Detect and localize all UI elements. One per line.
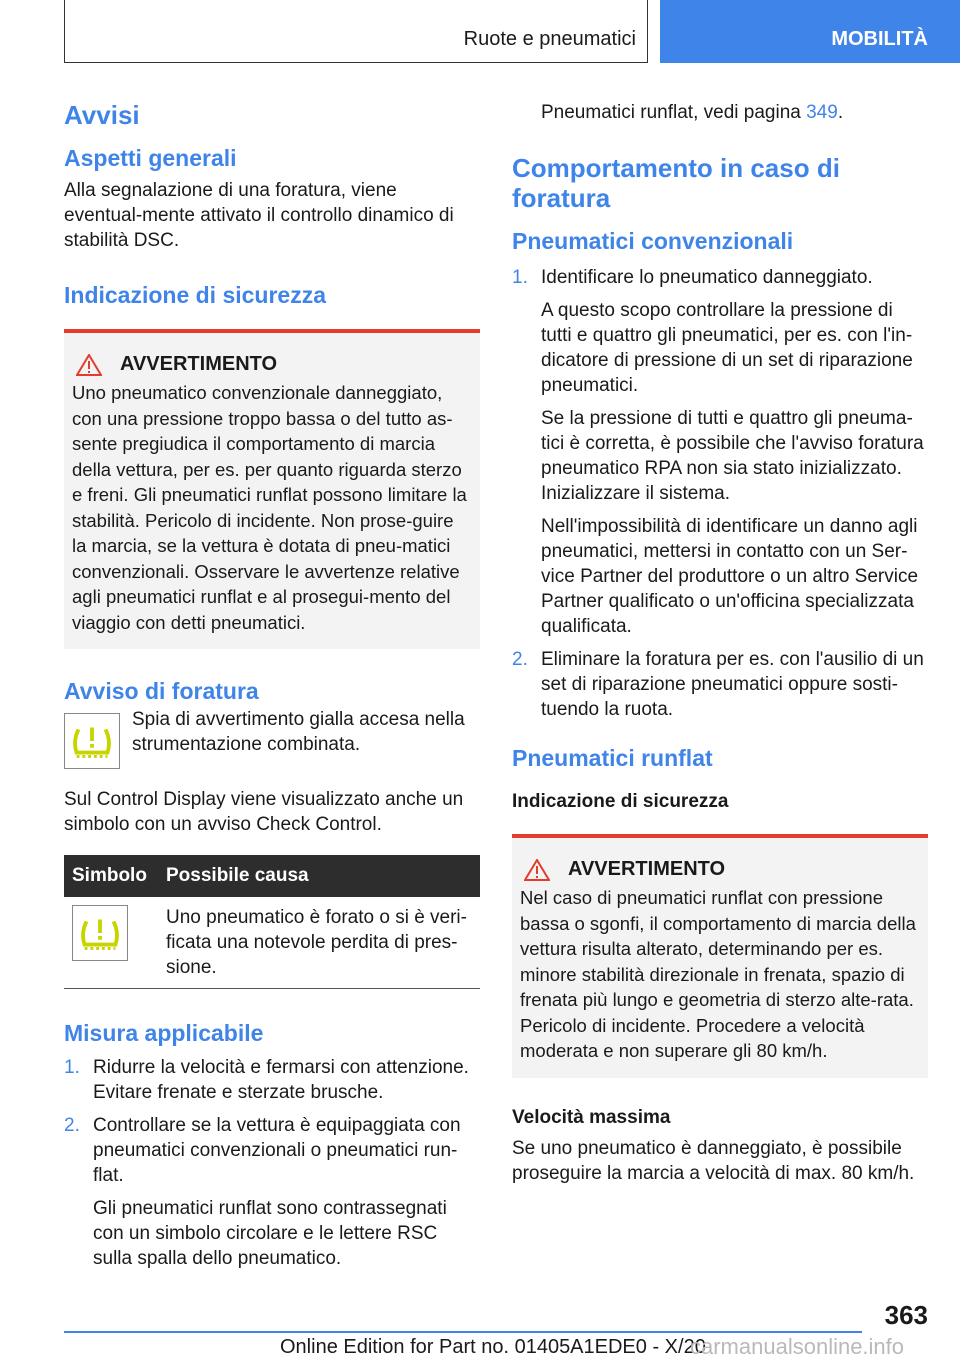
table-cell-symbol xyxy=(64,897,158,989)
tyre-pressure-warning-icon xyxy=(64,713,120,769)
step-paragraph: Identificare lo pneumatico danneggiato. xyxy=(541,267,873,288)
table-header-row xyxy=(64,855,480,897)
heading-avvisi: Avvisi xyxy=(64,100,140,130)
warning-lamp-text: Spia di avvertimento gialla accesa nella strumentazione combinata. xyxy=(132,709,465,755)
paragraph-aspetti: Alla segnalazione di una foratura, viene eventual-mente attivato il controllo dinamico di stabilità DSC. xyxy=(64,180,454,251)
left-column xyxy=(64,100,480,1279)
footer-watermark: carmanualsonline.info xyxy=(690,1334,905,1359)
heading-pneumatici-convenzionali: Pneumatici convenzionali xyxy=(512,228,794,254)
page-number: 363 xyxy=(884,1300,928,1330)
step-number: 2. xyxy=(512,649,528,670)
heading-misura-applicabile: Misura applicabile xyxy=(64,1020,264,1046)
step-paragraph: A questo scopo controllare la pressione di tutti e quattro gli pneumatici, per es. con l'in-dicatore di pressione di un set di riparazione pneumatici. xyxy=(541,300,913,396)
heading-avviso-foratura: Avviso di foratura xyxy=(64,678,259,704)
warning-triangle-icon xyxy=(524,859,550,881)
step-number: 2. xyxy=(64,1115,80,1136)
warning-box xyxy=(64,329,480,649)
step-paragraph: Nell'impossibilità di identificare un danno agli pneumatici, mettersi in contatto con un Ser-vice Partner del produttore o un altro Service Partner qualificato o un'officina specializzata qualificata. xyxy=(541,516,919,637)
heading-indicazione-sicurezza: Indicazione di sicurezza xyxy=(64,282,327,308)
paragraph-velocita: Se uno pneumatico è danneggiato, è possibile proseguire la marcia a velocità di max. 80 km/h. xyxy=(512,1137,915,1184)
warning-title-row xyxy=(72,353,472,376)
warning-triangle-icon xyxy=(76,354,102,376)
step-paragraph: Eliminare la foratura per es. con l'ausilio di un set di riparazione pneumatici oppure sosti-tuendo la ruota. xyxy=(541,649,924,720)
footer-edition: Online Edition for Part no. 01405A1EDE0 - X/20 xyxy=(280,1336,706,1358)
warning-text: Nel caso di pneumatici runflat con pressione bassa o sgonfi, il comportamento di marcia della vettura risulta alterato, determinando per es. minore stabilità direzionale in frenata, spazio di frenata più lungo e geometria di sterzo alte-rata. Pericolo di incidente. Procedere a velocità moderata e non superare gli 80 km/h. xyxy=(520,887,916,1061)
symbol-table xyxy=(64,855,480,989)
table-header-symbol: Simbolo xyxy=(64,855,158,897)
runflat-reference xyxy=(512,100,928,125)
warning-title: AVVERTIMENTO xyxy=(568,858,726,880)
paragraph-control-display: Sul Control Display viene visualizzato anche un simbolo con un avviso Check Control. xyxy=(64,789,464,835)
page-link-349[interactable]: 349 xyxy=(806,102,838,123)
warning-lamp-row xyxy=(64,707,480,769)
list-item xyxy=(512,265,928,639)
warning-title: AVVERTIMENTO xyxy=(120,353,278,375)
heading-velocita-massima: Velocità massima xyxy=(512,1106,671,1128)
heading-pneumatici-runflat: Pneumatici runflat xyxy=(512,745,713,771)
heading-aspetti-generali: Aspetti generali xyxy=(64,145,237,171)
warning-title-row xyxy=(520,858,920,881)
step-number: 1. xyxy=(64,1057,80,1078)
table-row xyxy=(64,897,480,989)
heading-comportamento: Comportamento in caso di foratura xyxy=(512,153,840,213)
step-paragraph: Se la pressione di tutti e quattro gli pneuma-tici è corretta, è possibile che l'avviso foratura pneumatico RPA non sia stato inizializzato. Inizializzare il sistema. xyxy=(541,408,924,504)
step-paragraph: Ridurre la velocità e fermarsi con attenzione. Evitare frenate e sterzate brusche. xyxy=(93,1057,469,1103)
table-cell-cause: Uno pneumatico è forato o si è veri-ficata una notevole perdita di pres-sione. xyxy=(158,897,480,989)
step-paragraph: Gli pneumatici runflat sono contrassegnati con un simbolo circolare e le lettere RSC sulla spalla dello pneumatico. xyxy=(93,1198,447,1269)
right-column xyxy=(512,100,928,1186)
heading-indicazione-sicurezza-runflat: Indicazione di sicurezza xyxy=(512,791,729,812)
warning-box-runflat xyxy=(512,834,928,1078)
runflat-ref-end: . xyxy=(837,102,844,123)
tyre-pressure-warning-icon xyxy=(72,905,128,961)
list-item xyxy=(64,1113,480,1271)
header-chapter-tab: MOBILITÀ xyxy=(660,0,960,63)
step-number: 1. xyxy=(512,267,528,288)
list-item xyxy=(64,1055,480,1105)
left-steps-list xyxy=(64,1055,480,1271)
list-item xyxy=(512,647,928,722)
step-paragraph: Controllare se la vettura è equipaggiata con pneumatici convenzionali o pneumatici run-flat. xyxy=(93,1115,461,1186)
runflat-ref-text: Pneumatici runflat, vedi pagina xyxy=(541,102,807,123)
footer-divider xyxy=(64,1331,862,1333)
right-steps-list xyxy=(512,265,928,722)
table-header-cause: Possibile causa xyxy=(158,855,480,897)
warning-text: Uno pneumatico convenzionale danneggiato, con una pressione troppo bassa o del tutto as-sente pregiudica il comportamento di marcia della vettura, per es. per quanto riguarda sterzo e freni. Gli pneumatici runflat possono limitare la stabilità. Pericolo di incidente. Non prose-guire la marcia, se la vettura è dotata di pneu-matici convenzionali. Osservare le avvertenze relative agli pneumatici runflat e al prosegui-mento del viaggio con detti pneumatici. xyxy=(72,382,467,633)
header-section-title: Ruote e pneumatici xyxy=(463,28,636,50)
